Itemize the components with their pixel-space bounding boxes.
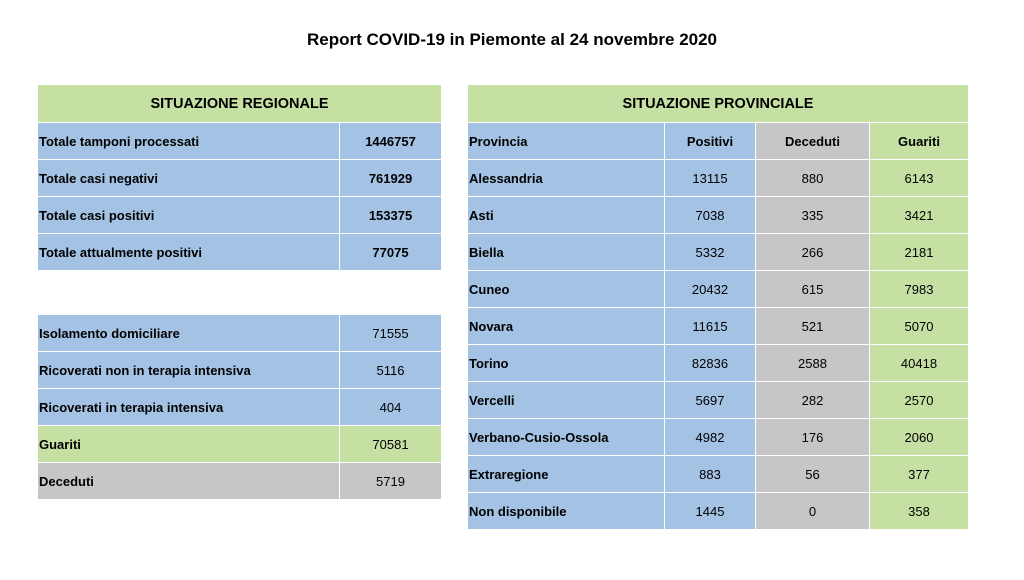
province-name: Verbano-Cusio-Ossola: [468, 419, 665, 456]
guariti-value: 2570: [870, 382, 969, 419]
positivi-value: 82836: [665, 345, 756, 382]
deceduti-value: 0: [756, 493, 870, 530]
table-row: [38, 234, 442, 271]
deceduti-value: 176: [756, 419, 870, 456]
regional-header: SITUAZIONE REGIONALE: [38, 85, 442, 123]
table-row: [468, 308, 969, 345]
province-name: Non disponibile: [468, 493, 665, 530]
row-value: 5719: [340, 463, 442, 500]
column-header: Deceduti: [756, 123, 870, 160]
table-row: [38, 315, 442, 352]
row-value: 77075: [340, 234, 442, 271]
table-row: [468, 345, 969, 382]
row-value: 70581: [340, 426, 442, 463]
table-row: [38, 123, 442, 160]
column-header-row: [468, 123, 969, 160]
positivi-value: 5332: [665, 234, 756, 271]
provincial-header: SITUAZIONE PROVINCIALE: [468, 85, 969, 123]
positivi-value: 20432: [665, 271, 756, 308]
table-row: [468, 271, 969, 308]
column-header: Positivi: [665, 123, 756, 160]
provincial-table: [467, 84, 969, 530]
deceduti-value: 282: [756, 382, 870, 419]
positivi-value: 7038: [665, 197, 756, 234]
row-value: 1446757: [340, 123, 442, 160]
table-header-row: [38, 85, 442, 123]
row-value: 71555: [340, 315, 442, 352]
deceduti-value: 266: [756, 234, 870, 271]
table-row: [38, 426, 442, 463]
table-row: [468, 382, 969, 419]
positivi-value: 13115: [665, 160, 756, 197]
province-name: Asti: [468, 197, 665, 234]
regional-summary-table: [37, 84, 442, 271]
guariti-value: 5070: [870, 308, 969, 345]
province-name: Alessandria: [468, 160, 665, 197]
guariti-value: 358: [870, 493, 969, 530]
page-title: Report COVID-19 in Piemonte al 24 novembre 2020: [306, 30, 718, 49]
table-row: [38, 352, 442, 389]
column-header: Guariti: [870, 123, 969, 160]
table-row: [468, 234, 969, 271]
column-header: Provincia: [468, 123, 665, 160]
guariti-value: 2060: [870, 419, 969, 456]
row-label: Totale casi positivi: [38, 197, 340, 234]
table-row: [468, 419, 969, 456]
guariti-value: 6143: [870, 160, 969, 197]
row-value: 761929: [340, 160, 442, 197]
guariti-value: 2181: [870, 234, 969, 271]
positivi-value: 11615: [665, 308, 756, 345]
row-value: 404: [340, 389, 442, 426]
row-label: Deceduti: [38, 463, 340, 500]
deceduti-value: 521: [756, 308, 870, 345]
table-row: [38, 389, 442, 426]
guariti-value: 3421: [870, 197, 969, 234]
table-row: [38, 160, 442, 197]
table-row: [468, 197, 969, 234]
row-value: 5116: [340, 352, 442, 389]
regional-detail-table: [37, 314, 442, 500]
table-row: [468, 493, 969, 530]
deceduti-value: 335: [756, 197, 870, 234]
row-label: Totale attualmente positivi: [38, 234, 340, 271]
table-row: [468, 456, 969, 493]
provincial-rows: [468, 160, 969, 530]
guariti-value: 40418: [870, 345, 969, 382]
deceduti-value: 615: [756, 271, 870, 308]
row-label: Totale tamponi processati: [38, 123, 340, 160]
province-name: Novara: [468, 308, 665, 345]
deceduti-value: 2588: [756, 345, 870, 382]
province-name: Cuneo: [468, 271, 665, 308]
province-name: Torino: [468, 345, 665, 382]
guariti-value: 377: [870, 456, 969, 493]
row-label: Ricoverati in terapia intensiva: [38, 389, 340, 426]
positivi-value: 4982: [665, 419, 756, 456]
province-name: Extraregione: [468, 456, 665, 493]
table-row: [38, 197, 442, 234]
positivi-value: 1445: [665, 493, 756, 530]
province-name: Biella: [468, 234, 665, 271]
row-label: Isolamento domiciliare: [38, 315, 340, 352]
table-header-row: [468, 85, 969, 123]
table-row: [468, 160, 969, 197]
guariti-value: 7983: [870, 271, 969, 308]
row-value: 153375: [340, 197, 442, 234]
province-name: Vercelli: [468, 382, 665, 419]
row-label: Guariti: [38, 426, 340, 463]
positivi-value: 5697: [665, 382, 756, 419]
row-label: Ricoverati non in terapia intensiva: [38, 352, 340, 389]
deceduti-value: 56: [756, 456, 870, 493]
table-row: [38, 463, 442, 500]
deceduti-value: 880: [756, 160, 870, 197]
row-label: Totale casi negativi: [38, 160, 340, 197]
positivi-value: 883: [665, 456, 756, 493]
